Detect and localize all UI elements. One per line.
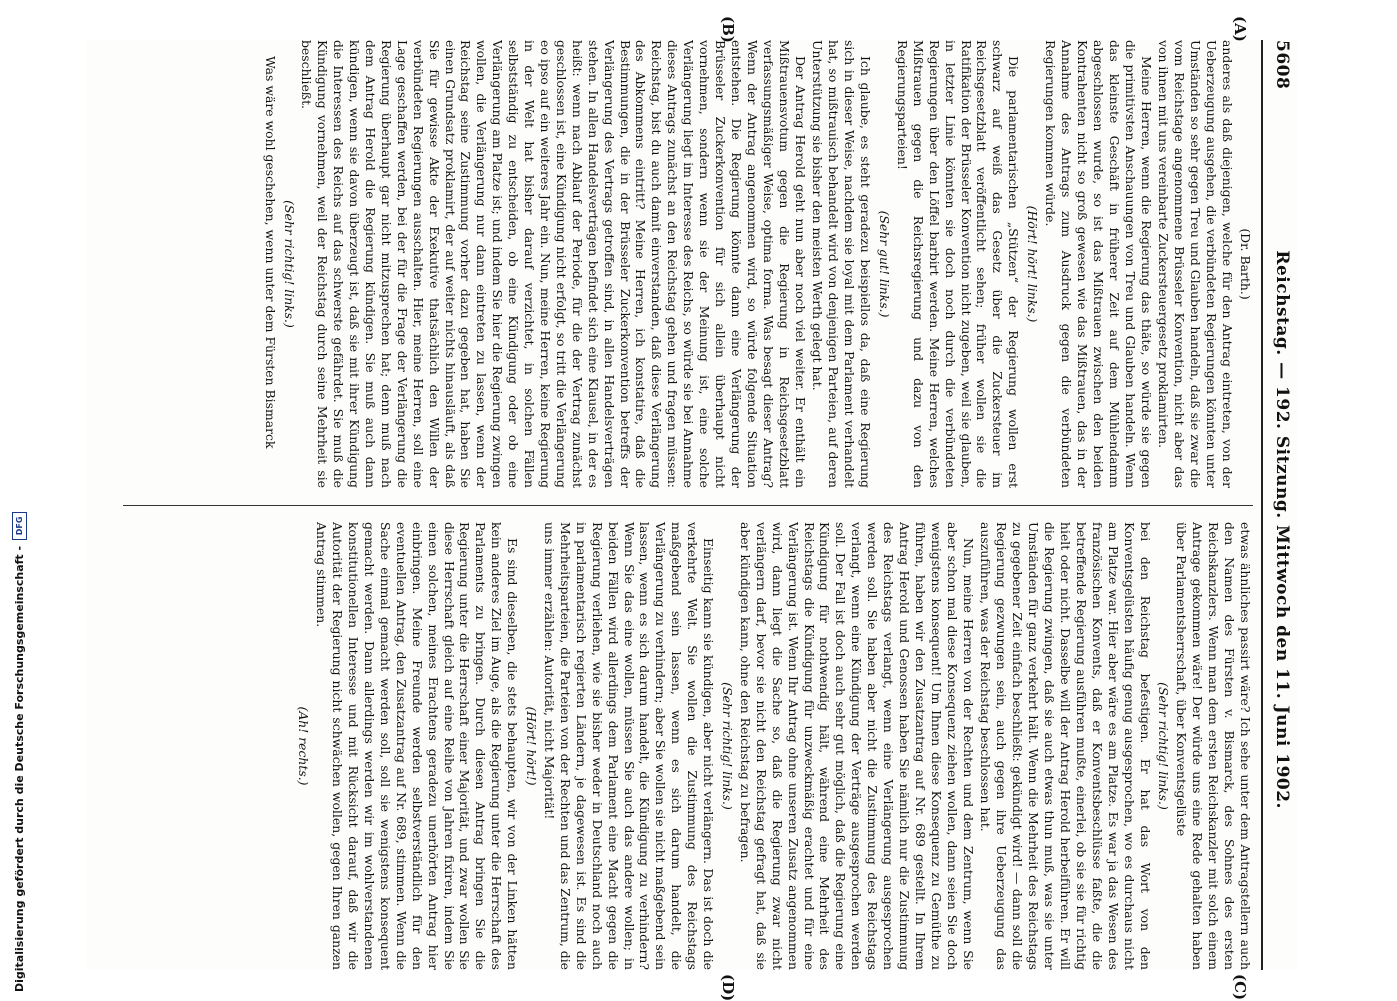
paragraph: anderes als daß diejenigen, welche für den Antrag eintreten, von der Ueberzeugung ausgehen, die verbündeten Regierungen könnten unter Umständen so sehr gegen Treu und Glauben handeln, daß sie zwar die vom Reichstage angenommene Brüsseler Konvention, nicht aber das von ihnen mit uns vereinbarte Zuckersteuergesetz proklamirten. [1156, 40, 1236, 488]
paragraph: Was wäre wohl geschehen, wenn unter dem Fürsten Bismarck [262, 56, 278, 449]
right-column [113, 522, 1253, 970]
interjection: (Ah! rechts.) [296, 706, 312, 786]
page-title: Reichstag. — 192. Sitzung. Mittwoch den 11. Juni 1902. [1272, 250, 1292, 809]
page-number: 5608 [1272, 40, 1292, 90]
interjection: (Sehr richtig! links.) [720, 682, 735, 810]
interjection: (Sehr richtig! links.) [1156, 682, 1172, 810]
digitization-credit [12, 512, 27, 992]
interjection: (Hört! hört! links.) [1025, 205, 1041, 323]
paragraph: bei den Reichstag befestigen. Er hat das Wort von den Konventsgelüsten häufig genug ausgesprochen, wo es durchaus nicht am Platze war. Hier aber wäre es am Platze. Es war ja das Wesen des französischen Konvents, daß er Konventsbeschlüsse faßte, die die betreffende Regierung ausführen mußte, einerlei, ob sie sie für richtig hielt oder nicht. Dasselbe will der Antrag Herold herbeiführen. Er will die Regierung zwingen, daß sie auch etwas thun muß, was sie unter Umständen für ganz verkehrt hält. Wenn die Mehrheit des Reichstags zu gegebener Zeit einfach beschließt: gekündigt wird! — dann soll die Regierung gezwungen sein, auch gegen ihre Ueberzeugung das auszuführen, was der Reichstag beschlossen hat. [978, 522, 1153, 970]
speaker-name: (Dr. Barth.) [1238, 228, 1253, 300]
interjection: (Hört! hört!) [524, 706, 540, 786]
header-rule [1261, 40, 1263, 970]
credit-text: Digitalisierung gefördert durch die Deutsche Forschungsgemeinschaft - [13, 545, 26, 992]
paragraph: Es sind dieselben, die stets behaupten, wir von der Linken hätten kein anderes Ziel im Auge, als die Regierung unter die Herrschaft des Parlaments zu bringen. Durch diesen Antrag bringen Sie die Regierung unter die Herrschaft einer Majorität, und zwar wollen Sie diese Herrschaft gleich auf eine Reihe von Jahren fixiren, indem Sie einen solchen, meines Erachtens geradezu unerhörten Antrag hier einbringen. Meine Freunde werden selbstverständlich für den eventuellen Antrag, den Zusatzantrag auf Nr. 689, stimmen. Wenn die Sache einmal gemacht werden soll, soll sie wenigstens konsequent gemacht werden. Dann allerdings werden wir im wohlverstandenen konstitutionellen Interesse und mit Rücksicht darauf, daß wir die Autorität der Regierung nicht schwächen wollen, gegen Ihren ganzen Antrag stimmen. [314, 522, 521, 970]
paragraph: Die parlamentarischen „Stützen“ der Regierung wollen erst schwarz auf weiß das Gesetz über die Zuckersteuer im Reichsgesetzblatt veröffentlicht sehen; früher wollen sie die Ratifikation der Brüsseler Konvention nicht zugeben, weil sie glauben, in letzter Linie könnten sie doch noch durch die verbündeten Regierungen über den Löffel barbirt werden. Meine Herren, welches Mißtrauen gegen die Reichsregierung und dazu von den Regierungsparteien! [894, 40, 1022, 488]
paragraph: Ich glaube, es steht geradezu beispiellos da, daß eine Regierung sich in dieser Weise, nachdem sie loyal mit dem Parlament verhandelt hat, so mißtrauisch behandelt wird von denjenigen Parteien, auf deren Unterstützung sie bisher den meisten Werth gelegt hat. [810, 40, 874, 488]
paragraph: Meine Herren, wenn die Regierung das thäte, so würde sie gegen die primitivsten Anschauungen von Treu und Glauben handeln. Wenn das kleinste Geschäft in früherer Zeit auf dem Mühlendamm abgeschlossen wurde, so ist das Mißtrauen zwischen den beiden Kontrahenten nicht so groß gewesen wie das Mißtrauen, das in der Annahme des Antrags zum Ausdruck gegen die verbündeten Regierungen kommen würde. [1043, 40, 1154, 488]
paragraph: Der Antrag Herold geht nun aber noch viel weiter. Er enthält ein Mißtrauensvotum gegen die Regierung in Reichsgesetzblatt verfassungsmäßiger Weise, optima forma. Was besagt dieser Antrag? Wenn der Antrag angenommen wird, so würde folgende Situation entstehen. Die Regierung könnte dann eine Verlängerung der Brüsseler Zuckerkonvention für sich allein überhaupt nicht vornehmen, sondern wenn sie der Meinung ist, eine solche Verlängerung liegt im Interesse des Reichs, so würde sie bei Annahme dieses Antrags zunächst an den Reichstag gehen und fragen müssen: Reichstag, bist du auch damit einverstanden, daß diese Verlängerung des Abkommens eintritt? Meine Herren, ich konstatire, daß die Bestimmungen, die in der Brüsseler Zuckerkonvention betreffs der Verlängerung des Vertrags getroffen sind, in allen Handelsverträgen stehen. In allen Handelsverträgen befindet sich eine Klausel, in der es heißt: wenn nach Ablauf der Periode, für die der Vertrag zunächst geschlossen ist, eine Kündigung nicht erfolgt, so tritt die Verlängerung eo ipso auf ein weiteres Jahr ein. Nun, meine Herren, keine Regierung in der Welt hat bisher darauf verzichtet, in solchen Fällen selbstständig zu entscheiden, ob eine Kündigung oder ob eine Verlängerung am Platze ist; und indem Sie hier die Regierung zwingen wollen, die Verlängerung nur dann eintreten zu lassen, wenn der Reichstag seine Zustimmung vorher dazu gegeben hat, haben Sie einen Grundsatz proklamirt, der auf weiter nichts hinausläuft, als daß Sie für gewisse Akte der Exekutive thatsächlich den Willen der verbündeten Regierungen ausschalten. Hier, meine Herren, soll eine Lage geschaffen werden, bei der für die Frage der Verlängerung die Regierung überhaupt gar nicht mitzusprechen hat; denn muß nach dem Antrag Herold die Regierung kündigen. Sie muß auch dann kündigen, wenn sie davon überzeugt ist, daß sie mit ihrer Kündigung die Interessen des Reichs auf das schwerste gefährdet. Sie muß die Kündigung vornehmen, weil der Reichstag durch seine Mehrheit sie beschließt. [299, 40, 808, 488]
dfg-logo-icon: DFG [12, 512, 27, 540]
margin-marker-b: (B) [719, 16, 737, 43]
paragraph: Einseitig kann sie kündigen, aber nicht verlängern. Das ist doch die verkehrte Welt. Sie wollen die Zustimmung des Reichstags maßgebend sein lassen, wenn es sich darum handelt, die Verlängerung zu verhindern; aber Sie wollen sie nicht maßgebend sein lassen, wenn es sich darum handelt, die Kündigung zu verhindern? Wenn Sie das eine wollen, müssen Sie auch das andere wollen; in beiden Fällen wird allerdings dem Parlament eine Macht gegen die Regierung verliehen, wie sie bisher weder in Deutschland noch auch in parlamentarisch regierten Ländern, je dagewesen ist. Es sind die Mehrheitsparteien, die Parteien von der Rechten und das Zentrum, die uns immer erzählen: Autorität, nicht Majorität! [542, 522, 717, 970]
margin-marker-a: (A) [1231, 16, 1249, 42]
interjection: (Sehr richtig! links.) [281, 200, 297, 328]
margin-marker-c: (C) [1231, 974, 1249, 1001]
page-header [1267, 40, 1297, 970]
column-divider [123, 505, 1253, 506]
interjection: (Sehr gut! links.) [877, 210, 893, 318]
paragraph: etwas ähnliches passirt wäre? Ich sehe unter dem Antragstellern auch den Namen des Fürsten v. Bismarck, des Sohnes des ersten Reichskanzlers. Wenn man dem ersten Reichskanzler mit solch einem Antrage gekommen wäre! Der würde uns eine Rede gehalten haben über Parlamentsherrschaft, über Konventsgelüste [1174, 522, 1253, 970]
document-page [87, 16, 1297, 1001]
paragraph: Nun, meine Herren von der Rechten und dem Zentrum, wenn Sie aber schon mal diese Konsequenz ziehen wollen, dann seien Sie doch wenigstens konsequent! Um Ihnen diese Konsequenz zu Gemüthe zu führen, haben wir den Zusatzantrag auf Nr. 689 gestellt. In Ihrem Antrag Herold und Genossen haben Sie nämlich nur die Zustimmung des Reichstags verlangt, wenn eine Verlängerung ausgesprochen werden soll. Sie haben aber nicht die Zustimmung des Reichstags verlangt, wenn eine Kündigung der Verträge ausgesprochen werden soll. Der Fall ist doch auch sehr gut möglich, daß die Regierung eine Kündigung für nothwendig hält, während eine Mehrheit des Reichstags die Kündigung für unzweckmäßig erachtet und für eine Verlängerung ist. Wenn Ihr Antrag ohne unseren Zusatz angenommen wird, dann liegt die Sache so, daß die Regierung zwar nicht verlängern darf, bevor sie nicht den Reichstag gefragt hat, daß sie aber kündigen kann, ohne den Reichstag zu befragen. [737, 522, 976, 970]
margin-marker-d: (D) [719, 974, 737, 1001]
left-column [113, 40, 1253, 488]
